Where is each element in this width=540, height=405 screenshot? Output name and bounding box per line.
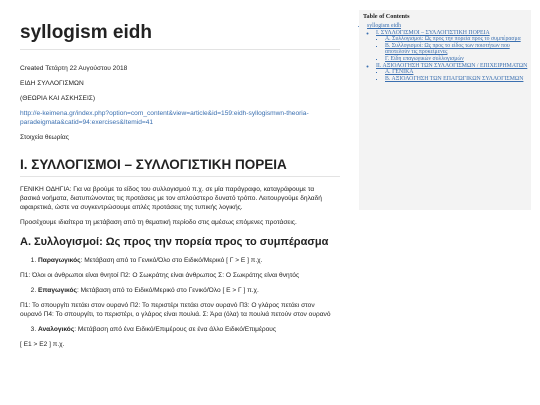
toc-item-section-2a[interactable]: ▪ Α. ΓΕΝΙΚΑ [385,69,531,76]
example-paragraph: Π1: Όλοι οι άνθρωποι είναι θνητοί Π2: Ο Σωκράτης είναι άνθρωπος Σ: Ο Σωκράτης είναι θνητός [20,272,300,279]
source-link[interactable] [20,109,340,127]
list-item: 2. Επαγωγικός: Μετάβαση από το Ειδικό/Μερικό στο Γενικό/Όλο [ Ε > Γ ] π.χ. [20,286,340,295]
note-paragraph: Προσέχουμε ιδιαίτερα τη μετάβαση από τη θεματική περίοδο στις αμέσως επόμενες προτάσεις. [20,219,297,226]
toc-item-section-1[interactable]: ◦ Ι. ΣΥΛΛΟΓΙΣΜΟΙ – ΣΥΛΛΟΓΙΣΤΙΚΗ ΠΟΡΕΙΑ ▪ Α. Συλλογισμοί: Ως προς την πορεία προς το συμπέρασμα ▪ Β. Συλλογισμοί: Ως προς το είδος των ποιοτήτων που αποτελούν τις προκείμενες ▪ Γ. Είδη επαγωγικών συλλογισμών [376,30,531,63]
list-item: 1. Παραγωγικός: Μετάβαση από το Γενικό/Όλο στο Ειδικό/Μερικό [ Γ > Ε ] π.χ. [20,256,340,265]
doc-heading-line: ΕΙΔΗ ΣΥΛΛΟΓΙΣΜΩΝ [20,80,84,87]
toc-item-section-1c[interactable]: ▪ Γ. Είδη επαγωγικών συλλογισμών [385,56,531,63]
subsection-heading-a: Α. Συλλογισμοί: Ως προς την πορεία προς το συμπέρασμα [20,236,329,248]
section-heading-1: Ι. ΣΥΛΛΟΓΙΣΜΟΙ – ΣΥΛΛΟΓΙΣΤΙΚΗ ΠΟΡΕΙΑ [20,156,340,177]
toc-item-section-1b[interactable]: ▪ Β. Συλλογισμοί: Ως προς το είδος των ποιοτήτων που αποτελούν τις προκείμενες [385,43,531,56]
source-link-line-1: http://e-keimena.gr/index.php?option=com_content&view=article&id=159:eidh-syllogismwn-theoria- [20,110,309,117]
general-instruction: ΓΕΝΙΚΗ ΟΔΗΓΙΑ: Για να βρούμε το είδος του συλλογισμού π.χ. σε μία παράγραφο, καταγράφουμε τα βασικά νοήματα, διατυπώνοντας τις προτάσεις με τον απλούστερο δυνατό τρόπο. Λειτουργούμε δηλαδή αφαιρετικά, ώστε να συγκεντρώσουμε απλές προτάσεις της τυπικής λογικής. [20,186,322,211]
source-link-line-2: paradeigmata&catid=94:exercises&Itemid=41 [20,119,154,126]
toc-item-section-2[interactable]: ◦ ΙΙ. ΑΞΙΟΛΟΓΗΣΗ ΤΩΝ ΣΥΛΛΟΓΙΣΜΩΝ / ΕΠΙΧΕΙΡΗΜΑΤΩΝ ▪ Α. ΓΕΝΙΚΑ ▪ Β. ΑΞΙΟΛΟΓΗΣΗ ΤΩΝ ΕΠΑΓΩΓΙΚΩΝ ΣΥΛΛΟΓΙΣΜΩΝ [376,63,531,83]
theory-label: Στοιχεία θεωρίας [20,134,69,141]
toc-item-section-1a[interactable]: ▪ Α. Συλλογισμοί: Ως προς την πορεία προς το συμπέρασμα [385,36,531,43]
page-title: syllogism eidh [20,0,340,50]
list-item: 3. Αναλογικός: Μετάβαση από ένα Ειδικό/Επιμέρους σε ένα άλλο Ειδικό/Επιμέρους [20,325,340,334]
doc-subheading-line: (ΘΕΩΡΙΑ ΚΑΙ ΑΣΚΗΣΕΙΣ) [20,95,96,102]
toc-title: Table of Contents [363,13,410,20]
document-body [20,0,340,349]
toc-item-section-2b[interactable]: ▪ Β. ΑΞΙΟΛΟΓΗΣΗ ΤΩΝ ΕΠΑΓΩΓΙΚΩΝ ΣΥΛΛΟΓΙΣΜΩΝ [385,76,531,83]
example-paragraph: [ Ε1 > Ε2 ] π.χ. [20,341,65,348]
toc-item-root[interactable]: • syllogism eidh ◦ Ι. ΣΥΛΛΟΓΙΣΜΟΙ – ΣΥΛΛΟΓΙΣΤΙΚΗ ΠΟΡΕΙΑ ▪ Α. Συλλογισμοί: Ως προς την πορεία προς το συμπέρασμα ▪ Β. Συλλογισμοί: Ως προς το είδος των ποιοτήτων που αποτελούν τις προκείμενες ▪ Γ. Είδη επαγωγικών συλλογισμών ◦ ΙΙ. ΑΞΙΟΛΟΓΗΣΗ ΤΩΝ ΣΥΛΛΟΓΙΣΜΩΝ / ΕΠΙΧΕΙΡΗΜΑΤΩΝ ▪ Α. ΓΕΝΙΚΑ ▪ Β. ΑΞΙΟΛΟΓΗΣΗ ΤΩΝ ΕΠΑΓΩΓΙΚΩΝ ΣΥΛΛΟΓΙΣΜΩΝ [367,23,531,82]
created-date: Created Τετάρτη 22 Αυγούστου 2018 [20,65,128,72]
example-paragraph: Π1: Το σπουργίτι πετάει στον ουρανό Π2: Το περιστέρι πετάει στον ουρανό Π3: Ο γλάρος πετάει στον ουρανό Π4: Το σπουργίτι, το περιστέρι, ο γλάρος είναι πουλιά. Σ: Άρα (όλα) τα πουλιά πετούν στον ουρανό [20,302,331,318]
table-of-contents [359,10,531,210]
